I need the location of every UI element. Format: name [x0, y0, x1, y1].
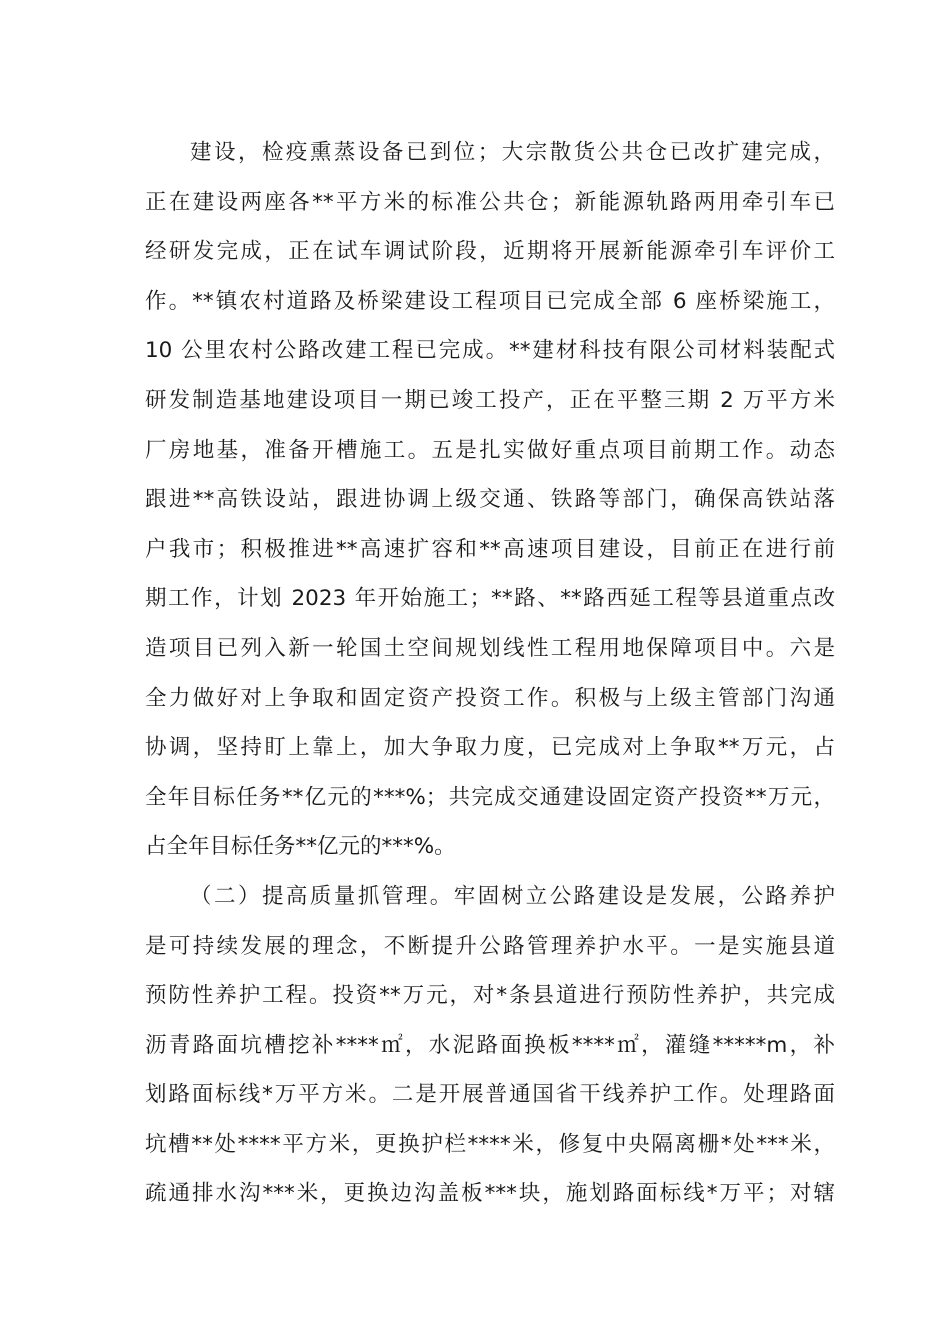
text-line: 经研发完成，正在试车调试阶段，近期将开展新能源牵引车评价工: [145, 239, 835, 265]
text-line: 建设，检疫熏蒸设备已到位；大宗散货公共仓已改扩建完成，: [190, 140, 835, 165]
text-line: 预防性养护工程。投资**万元，对*条县道进行预防性养护，共完成: [145, 983, 835, 1009]
text-line: 10 公里农村公路改建工程已完成。**建材科技有限公司材料装配式: [145, 338, 835, 364]
text-line: 厂房地基，准备开槽施工。五是扎实做好重点项目前期工作。动态: [145, 437, 835, 463]
text-line: 坑槽**处****平方米，更换护栏****米，修复中央隔离栅*处***米，: [145, 1131, 835, 1157]
text-line: 跟进**高铁设站，跟进协调上级交通、铁路等部门，确保高铁站落: [145, 487, 835, 513]
body-text: [145, 128, 835, 1219]
text-line: 户我市；积极推进**高速扩容和**高速项目建设，目前正在进行前: [145, 536, 835, 562]
text-line: 正在建设两座各**平方米的标准公共仓；新能源轨路两用牵引车已: [145, 189, 835, 215]
text-line: 全力做好对上争取和固定资产投资工作。积极与上级主管部门沟通: [145, 685, 835, 711]
text-line: 期工作，计划 2023 年开始施工；**路、**路西延工程等县道重点改: [145, 586, 835, 612]
text-line: 研发制造基地建设项目一期已竣工投产，正在平整三期 2 万平方米: [145, 387, 835, 413]
text-line: 沥青路面坑槽挖补****㎡，水泥路面换板****㎡，灌缝*****m，补: [145, 1032, 835, 1058]
text-line: 占全年目标任务**亿元的***%。: [145, 834, 456, 860]
text-line: 作。**镇农村道路及桥梁建设工程项目已完成全部 6 座桥梁施工，: [145, 288, 835, 314]
text-line: 疏通排水沟***米，更换边沟盖板***块，施划路面标线*万平；对辖: [145, 1181, 835, 1207]
text-line: 划路面标线*万平方米。二是开展普通国省干线养护工作。处理路面: [145, 1082, 835, 1108]
text-line: 是可持续发展的理念，不断提升公路管理养护水平。一是实施县道: [145, 933, 835, 959]
section-heading-line: （二）提高质量抓管理。牢固树立公路建设是发展，公路养护: [190, 883, 835, 909]
text-line: 全年目标任务**亿元的***%；共完成交通建设固定资产投资**万元，: [145, 784, 835, 810]
text-line: 协调，坚持盯上靠上，加大争取力度，已完成对上争取**万元，占: [145, 735, 835, 761]
text-line: 造项目已列入新一轮国土空间规划线性工程用地保障项目中。六是: [145, 635, 835, 661]
